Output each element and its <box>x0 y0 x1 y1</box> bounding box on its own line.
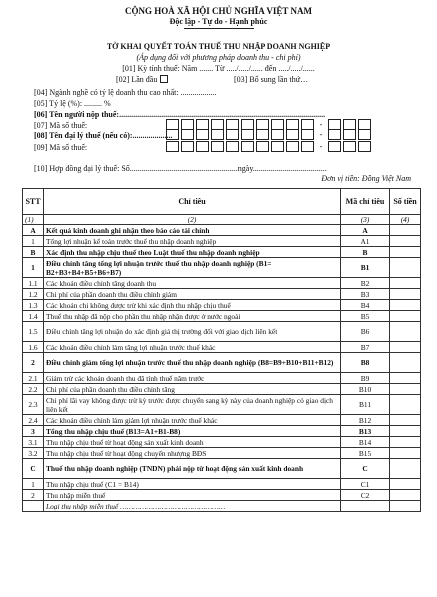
agent-box[interactable] <box>328 129 341 140</box>
row-indicator: Các khoản chi không được trừ khi xác định thu nhập chịu thuế <box>44 300 341 311</box>
row-code <box>341 501 390 512</box>
row-indicator: Thu nhập chịu thuế từ hoạt động sản xuất kinh doanh <box>44 437 341 448</box>
row-stt: 1 <box>23 479 44 490</box>
agent-tax-id-box[interactable] <box>196 141 209 152</box>
table-row <box>23 501 421 512</box>
row-stt <box>23 501 44 512</box>
row-indicator: Kết quả kinh doanh ghi nhận theo báo cáo tài chính <box>44 225 341 236</box>
row-amount[interactable] <box>390 415 421 426</box>
row-amount[interactable] <box>390 247 421 258</box>
header-amount: Số tiền <box>390 189 421 215</box>
currency-unit: Đơn vị tiền: Đồng Việt Nam <box>321 174 411 183</box>
row-amount[interactable] <box>390 395 421 415</box>
agent-name-boxes[interactable] <box>166 129 373 140</box>
agent-tax-id-box[interactable] <box>358 141 371 152</box>
row-stt: C <box>23 459 44 479</box>
row-code: B11 <box>341 395 390 415</box>
row-amount[interactable] <box>390 459 421 479</box>
first-time-field: [02] Lần đầu <box>116 75 168 84</box>
row-stt: B <box>23 247 44 258</box>
form-title: TỜ KHAI QUYẾT TOÁN THUẾ THU NHẬP DOANH NGHIỆP <box>106 42 331 51</box>
table-row <box>23 258 421 278</box>
row-code: B3 <box>341 289 390 300</box>
row-code: B6 <box>341 322 390 342</box>
agent-box[interactable] <box>256 129 269 140</box>
agent-tax-id-box[interactable] <box>286 141 299 152</box>
row-amount[interactable] <box>390 236 421 247</box>
row-code: C2 <box>341 490 390 501</box>
table-row <box>23 236 421 247</box>
row-stt: 3 <box>23 426 44 437</box>
agent-tax-id-box[interactable] <box>241 141 254 152</box>
row-stt: 3.2 <box>23 448 44 459</box>
row-stt: 2.4 <box>23 415 44 426</box>
table-row <box>23 384 421 395</box>
row-amount[interactable] <box>390 225 421 236</box>
row-code: B12 <box>341 415 390 426</box>
row-code: B10 <box>341 384 390 395</box>
row-code: C1 <box>341 479 390 490</box>
tax-table <box>22 188 421 512</box>
table-row <box>23 490 421 501</box>
first-time-checkbox[interactable] <box>160 75 168 83</box>
table-row <box>23 448 421 459</box>
index-2: (2) <box>44 215 341 225</box>
agent-box[interactable] <box>343 129 356 140</box>
field-08: [08] Tên đại lý thuế (nếu có):.................... <box>34 131 173 140</box>
row-stt: 1.3 <box>23 300 44 311</box>
row-amount[interactable] <box>390 479 421 490</box>
agent-dash: - <box>319 130 323 139</box>
row-code: B <box>341 247 390 258</box>
header-code: Mã chỉ tiêu <box>341 189 390 215</box>
table-row <box>23 342 421 353</box>
row-stt: 1.2 <box>23 289 44 300</box>
field-05: [05] Tỷ lệ (%): ......... % <box>34 99 111 108</box>
index-3: (3) <box>341 215 390 225</box>
row-stt: 2.2 <box>23 384 44 395</box>
index-4: (4) <box>390 215 421 225</box>
agent-box[interactable] <box>241 129 254 140</box>
table-row <box>23 322 421 342</box>
agent-tax-id-box[interactable] <box>343 141 356 152</box>
row-amount[interactable] <box>390 258 421 278</box>
table-index-row <box>23 215 421 225</box>
row-stt: 3.1 <box>23 437 44 448</box>
row-stt: 2.1 <box>23 373 44 384</box>
agent-tax-id-box[interactable] <box>211 141 224 152</box>
row-amount[interactable] <box>390 289 421 300</box>
agent-tax-id-box[interactable] <box>166 141 179 152</box>
row-code: B7 <box>341 342 390 353</box>
row-amount[interactable] <box>390 311 421 322</box>
agent-tax-id-box[interactable] <box>256 141 269 152</box>
row-indicator: Chi phí của phần doanh thu điều chỉnh giảm <box>44 289 341 300</box>
agent-tax-id-box[interactable] <box>181 141 194 152</box>
row-amount[interactable] <box>390 353 421 373</box>
row-indicator: Điều chỉnh tăng tổng lợi nhuận trước thuế thu nhập doanh nghiệp (B1= B2+B3+B4+B5+B6+B7) <box>44 258 341 278</box>
agent-box[interactable] <box>301 129 314 140</box>
table-row <box>23 289 421 300</box>
table-row <box>23 395 421 415</box>
row-indicator: Thuế thu nhập doanh nghiệp (TNDN) phải nộp từ hoạt động sản xuất kinh doanh <box>44 459 341 479</box>
index-1: (1) <box>23 215 44 225</box>
row-indicator: Các khoản điều chỉnh tăng doanh thu <box>44 278 341 289</box>
row-amount[interactable] <box>390 300 421 311</box>
agent-box[interactable] <box>181 129 194 140</box>
agent-tax-id-box[interactable] <box>226 141 239 152</box>
field-06: [06] Tên người nộp thuế:....................................................................................................... <box>34 110 326 119</box>
row-indicator: Xác định thu nhập chịu thuế theo Luật thuế thu nhập doanh nghiệp <box>44 247 341 258</box>
row-code: B5 <box>341 311 390 322</box>
table-row <box>23 278 421 289</box>
row-indicator: Các khoản điều chỉnh làm tăng lợi nhuận trước thuế khác <box>44 342 341 353</box>
row-indicator: Thu nhập miễn thuế <box>44 490 341 501</box>
table-row <box>23 311 421 322</box>
motto-underline <box>184 28 254 29</box>
row-code: B14 <box>341 437 390 448</box>
supplement-field: [03] Bổ sung lần thứ… <box>234 75 309 84</box>
table-row <box>23 459 421 479</box>
row-stt: 1.6 <box>23 342 44 353</box>
row-stt: 1 <box>23 236 44 247</box>
header-indicator: Chỉ tiêu <box>44 189 341 215</box>
row-indicator: Chi phí lãi vay không được trừ kỳ trước được chuyển sang kỳ này của doanh nghiệp có giao dịch liên kết <box>44 395 341 415</box>
field-09-label: [09] Mã số thuế: <box>34 143 88 152</box>
agent-box[interactable] <box>211 129 224 140</box>
row-amount[interactable] <box>390 384 421 395</box>
table-row <box>23 373 421 384</box>
header-stt: STT <box>23 189 44 215</box>
row-code: C <box>341 459 390 479</box>
row-stt: 1.4 <box>23 311 44 322</box>
row-indicator: Thu nhập chịu thuế (C1 = B14) <box>44 479 341 490</box>
row-code: B4 <box>341 300 390 311</box>
field-10: [10] Hợp đồng đại lý thuế: Số......................................................ngày..................................... <box>34 164 327 173</box>
row-indicator: Giảm trừ các khoản doanh thu đã tính thuế năm trước <box>44 373 341 384</box>
row-amount[interactable] <box>390 373 421 384</box>
tax-id-dash: - <box>319 120 323 129</box>
row-code: B15 <box>341 448 390 459</box>
row-amount[interactable] <box>390 448 421 459</box>
row-code: B13 <box>341 426 390 437</box>
agent-box[interactable] <box>196 129 209 140</box>
row-amount[interactable] <box>390 490 421 501</box>
row-indicator: Các khoản điều chỉnh làm giảm lợi nhuận trước thuế khác <box>44 415 341 426</box>
agent-tax-id-box[interactable] <box>301 141 314 152</box>
row-code: B8 <box>341 353 390 373</box>
agent-box[interactable] <box>286 129 299 140</box>
table-row <box>23 247 421 258</box>
agent-tax-id-box[interactable] <box>271 141 284 152</box>
row-amount[interactable] <box>390 342 421 353</box>
table-header-row <box>23 189 421 215</box>
row-stt: 1 <box>23 258 44 278</box>
row-indicator: Điều chỉnh tăng lợi nhuận do xác định giá thị trường đối với giao dịch liên kết <box>44 322 341 342</box>
tax-period-line: [01] Kỳ tính thuế: Năm ....... Từ ...../...../...... đến ...../...../...... <box>122 64 315 73</box>
row-indicator: Tổng lợi nhuận kế toán trước thuế thu nhập doanh nghiệp <box>44 236 341 247</box>
row-code: A1 <box>341 236 390 247</box>
row-indicator: Loại thu nhập miễn thuế ………………………………………… <box>44 501 341 512</box>
agent-box[interactable] <box>166 129 179 140</box>
row-stt: 1.1 <box>23 278 44 289</box>
agent-tax-id-boxes[interactable] <box>166 141 373 152</box>
row-stt: 1.5 <box>23 322 44 342</box>
republic-heading: CỘNG HOÀ XÃ HỘI CHỦ NGHĨA VIỆT NAM <box>125 6 312 16</box>
row-amount[interactable] <box>390 322 421 342</box>
row-amount[interactable] <box>390 501 421 512</box>
row-amount[interactable] <box>390 437 421 448</box>
form-subtitle: (Áp dụng đối với phương pháp doanh thu - chi phí) <box>136 53 301 62</box>
agent-box[interactable] <box>358 129 371 140</box>
row-amount[interactable] <box>390 426 421 437</box>
row-indicator: Chi phí của phần doanh thu điều chỉnh tăng <box>44 384 341 395</box>
row-indicator: Thu nhập chịu thuế từ hoạt động chuyển nhượng BĐS <box>44 448 341 459</box>
row-stt: 2.3 <box>23 395 44 415</box>
row-code: B1 <box>341 258 390 278</box>
agent-tax-id-dash: - <box>319 142 323 151</box>
field-04: [04] Ngành nghề có tỷ lệ doanh thu cao nhất: .................. <box>34 88 217 97</box>
row-indicator: Tổng thu nhập chịu thuế (B13=A1+B1-B8) <box>44 426 341 437</box>
row-indicator: Thuế thu nhập đã nộp cho phần thu nhập nhận được ở nước ngoài <box>44 311 341 322</box>
row-code: B2 <box>341 278 390 289</box>
row-indicator: Điều chỉnh giảm tổng lợi nhuận trước thuế thu nhập doanh nghiệp (B8=B9+B10+B11+B12) <box>44 353 341 373</box>
motto: Độc lập - Tự do - Hạnh phúc <box>169 17 268 26</box>
agent-tax-id-box[interactable] <box>328 141 341 152</box>
table-row <box>23 225 421 236</box>
table-row <box>23 300 421 311</box>
table-row <box>23 479 421 490</box>
row-code: B9 <box>341 373 390 384</box>
agent-box[interactable] <box>271 129 284 140</box>
row-amount[interactable] <box>390 278 421 289</box>
row-stt: 2 <box>23 490 44 501</box>
table-row <box>23 437 421 448</box>
table-row <box>23 426 421 437</box>
field-07-label: [07] Mã số thuế: <box>34 121 88 130</box>
agent-box[interactable] <box>226 129 239 140</box>
row-stt: 2 <box>23 353 44 373</box>
table-row <box>23 353 421 373</box>
table-row <box>23 415 421 426</box>
row-code: A <box>341 225 390 236</box>
row-stt: A <box>23 225 44 236</box>
